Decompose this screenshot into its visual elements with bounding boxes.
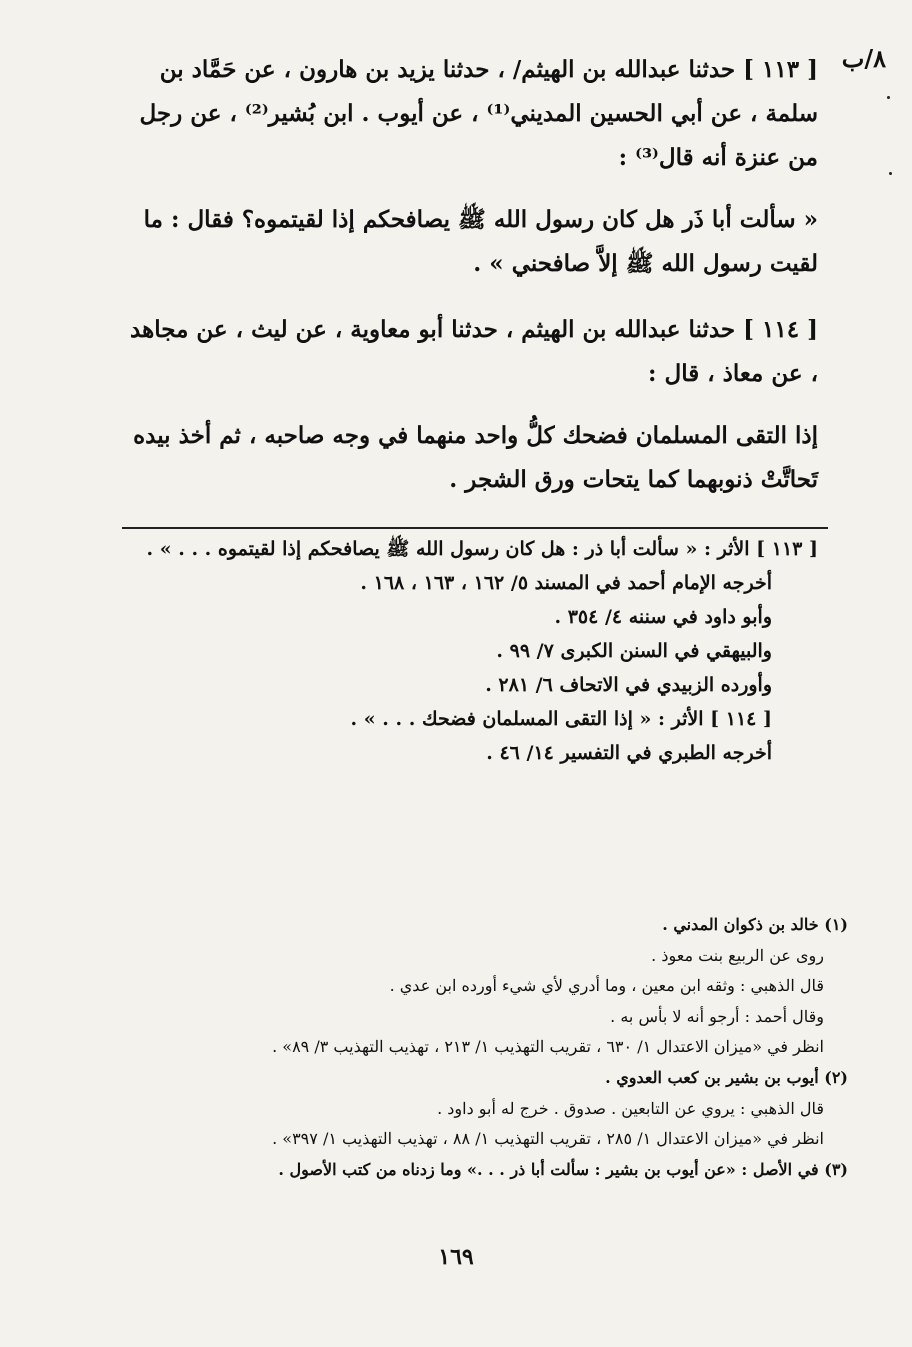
margin-mark bbox=[887, 96, 890, 99]
footnote-3: (٣) في الأصل : «عن أيوب بن بشير : سألت أبا ذر . . .» وما زدناه من كتب الأصول . bbox=[278, 1159, 848, 1179]
note-113-line: أخرجه الإمام أحمد في المسند ٥/ ١٦٢ ، ١٦٣ ، ١٦٨ . bbox=[360, 572, 772, 594]
margin-mark bbox=[889, 172, 892, 175]
footnote-1-line: روى عن الربيع بنت معوذ . bbox=[651, 945, 824, 965]
hadith-114-isnad: [ ١١٤ ] حدثنا عبدالله بن الهيثم ، حدثنا أبو معاوية ، عن ليث ، عن مجاهد ، عن معاذ ، قال : bbox=[130, 316, 818, 387]
footnote-2-line: قال الذهبي : يروي عن التابعين . صدوق . خرج له أبو داود . bbox=[437, 1098, 824, 1118]
footnote-1-heading: (١) خالد بن ذكوان المدني . bbox=[662, 915, 848, 934]
takhrij-notes bbox=[118, 532, 818, 770]
hadith-114-text: إذا التقى المسلمان فضحك كلُّ واحد منهما في وجه صاحبه ، ثم أخذ بيده تَحاتَّتْ ذنوبهما كما يتحات ورق الشجر . bbox=[133, 422, 818, 493]
footnote-1-line: انظر في «ميزان الاعتدال ١/ ٦٣٠ ، تقريب التهذيب ١/ ٢١٣ ، تهذيب التهذيب ٣/ ٨٩» . bbox=[272, 1037, 824, 1057]
footnotes bbox=[128, 910, 848, 1185]
notes-divider bbox=[122, 527, 828, 529]
footnote-2-heading: (٢) أيوب بن بشير بن كعب العدوي . bbox=[605, 1067, 848, 1087]
note-113-heading: [ ١١٣ ] الأثر : « سألت أبا ذر : هل كان رسول الله ﷺ يصافحكم إذا لقيتموه . . . » . bbox=[146, 538, 818, 560]
margin-folio-note: ٨/ب bbox=[841, 44, 886, 73]
note-114-line: أخرجه الطبري في التفسير ١٤/ ٤٦ . bbox=[486, 742, 772, 764]
footnote-1-line: وقال أحمد : أرجو أنه لا بأس به . bbox=[610, 1006, 824, 1026]
note-114-heading: [ ١١٤ ] الأثر : « إذا التقى المسلمان فضحك . . . » . bbox=[350, 708, 772, 730]
note-113-line: والبيهقي في السنن الكبرى ٧/ ٩٩ . bbox=[496, 640, 772, 662]
hadith-113-text: « سألت أبا ذَر هل كان رسول الله ﷺ يصافحكم إذا لقيتموه؟ فقال : ما لقيت رسول الله ﷺ إلاَّ صافحني » . bbox=[143, 206, 818, 277]
footnote-2-line: انظر في «ميزان الاعتدال ١/ ٢٨٥ ، تقريب التهذيب ١/ ٨٨ ، تهذيب التهذيب ١/ ٣٩٧» . bbox=[272, 1129, 824, 1149]
note-113-line: وأورده الزبيدي في الاتحاف ٦/ ٢٨١ . bbox=[485, 674, 772, 696]
note-113-line: وأبو داود في سننه ٤/ ٣٥٤ . bbox=[554, 606, 772, 628]
footnote-1-line: قال الذهبي : وثقه ابن معين ، وما أدري لأي شيء أورده ابن عدي . bbox=[389, 976, 824, 996]
hadith-113-isnad: [ ١١٣ ] حدثنا عبدالله بن الهيثم/ ، حدثنا يزيد بن هارون ، عن حَمَّاد بن سلمة ، عن أبي الحسين المديني⁽¹⁾ ، عن أيوب . ابن بُشير⁽²⁾ ، عن رجل من عنزة أنه قال⁽³⁾ : bbox=[139, 56, 818, 171]
page-number: ١٦٩ bbox=[438, 1244, 474, 1270]
main-text bbox=[118, 48, 818, 524]
